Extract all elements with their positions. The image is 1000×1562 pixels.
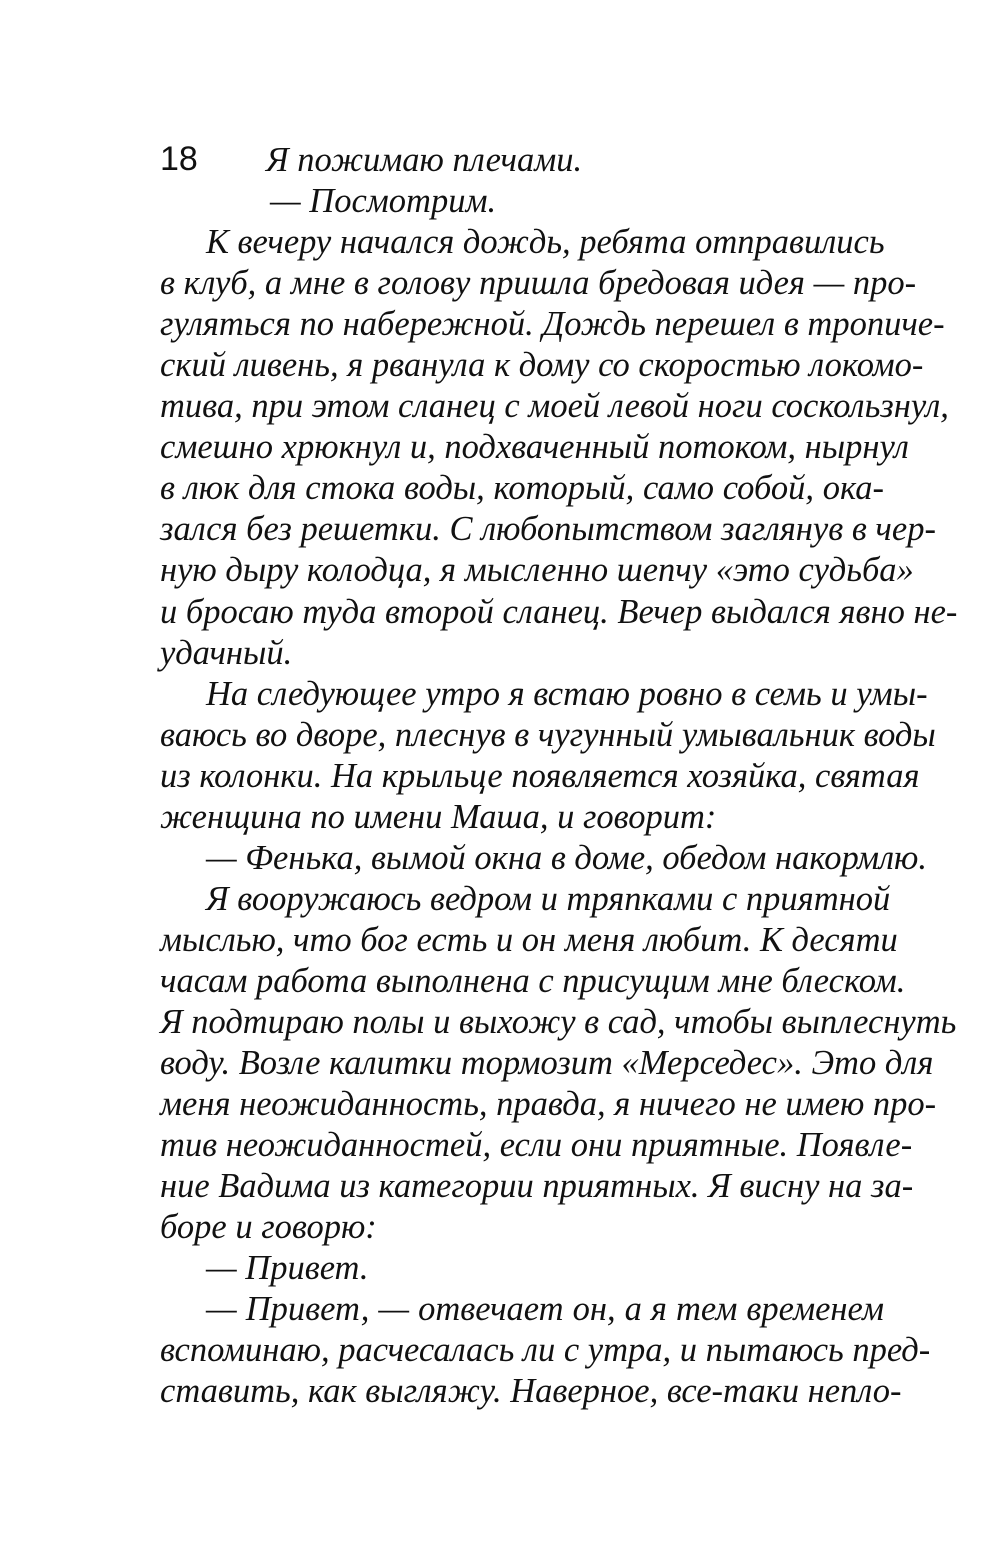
text-line: ставить, как выгляжу. Наверное, все-таки непло- (160, 1372, 902, 1411)
text-line: меня неожиданность, правда, я ничего не имею про- (160, 1085, 937, 1124)
text-line: боре и говорю: (160, 1208, 377, 1247)
text-line: смешно хрюкнул и, подхваченный потоком, нырнул (160, 428, 909, 467)
text-line: ние Вадима из категории приятных. Я висну на за- (160, 1167, 914, 1206)
text-line: тива, при этом сланец с моей левой ноги соскользнул, (160, 387, 949, 426)
text-line: тив неожиданностей, если они приятные. Появле- (160, 1126, 913, 1165)
text-line: мыслью, что бог есть и он меня любит. К десяти (160, 920, 898, 959)
text-line: в люк для стока воды, который, само собой, ока- (160, 469, 884, 508)
body-text (160, 140, 958, 1412)
text-line: женщина по имени Маша, и говорит: (160, 797, 717, 836)
text-line: гуляться по набережной. Дождь перешел в тропиче- (160, 305, 945, 344)
text-line: К вечеру начался дождь, ребята отправились (206, 223, 885, 262)
text-line: — Привет, — отвечает он, а я тем временем (206, 1290, 884, 1329)
text-line: зался без решетки. С любопытством заглянув в чер- (160, 510, 936, 549)
text-line: — Посмотрим. (270, 182, 497, 221)
text-line: — Привет. (206, 1249, 369, 1288)
text-line: вспоминаю, расчесалась ли с утра, и пытаюсь пред- (160, 1331, 931, 1370)
text-line: — Фенька, вымой окна в доме, обедом накормлю. (206, 838, 927, 877)
text-line: удачный. (160, 633, 293, 672)
text-line: в клуб, а мне в голову пришла бредовая идея — про- (160, 264, 917, 303)
text-line: ную дыру колодца, я мысленно шепчу «это судьба» (160, 551, 914, 590)
text-line: На следующее утро я встаю ровно в семь и умы- (206, 674, 928, 713)
text-line: Я пожимаю плечами. (266, 141, 583, 179)
page-number: 18 (160, 140, 198, 178)
text-line: из колонки. На крыльце появляется хозяйка, святая (160, 756, 920, 795)
text-line: Я подтираю полы и выхожу в сад, чтобы выплеснуть (160, 1002, 957, 1041)
text-line: ваюсь во дворе, плеснув в чугунный умывальник воды (160, 715, 936, 754)
text-line: ский ливень, я рванула к дому со скоростью локомо- (160, 346, 924, 385)
text-line: Я вооружаюсь ведром и тряпками с приятной (206, 879, 891, 918)
text-line: часам работа выполнена с присущим мне блеском. (160, 961, 906, 1000)
text-line: и бросаю туда второй сланец. Вечер выдался явно не- (160, 592, 958, 631)
text-line: воду. Возле калитки тормозит «Мерседес». Это для (160, 1044, 934, 1083)
